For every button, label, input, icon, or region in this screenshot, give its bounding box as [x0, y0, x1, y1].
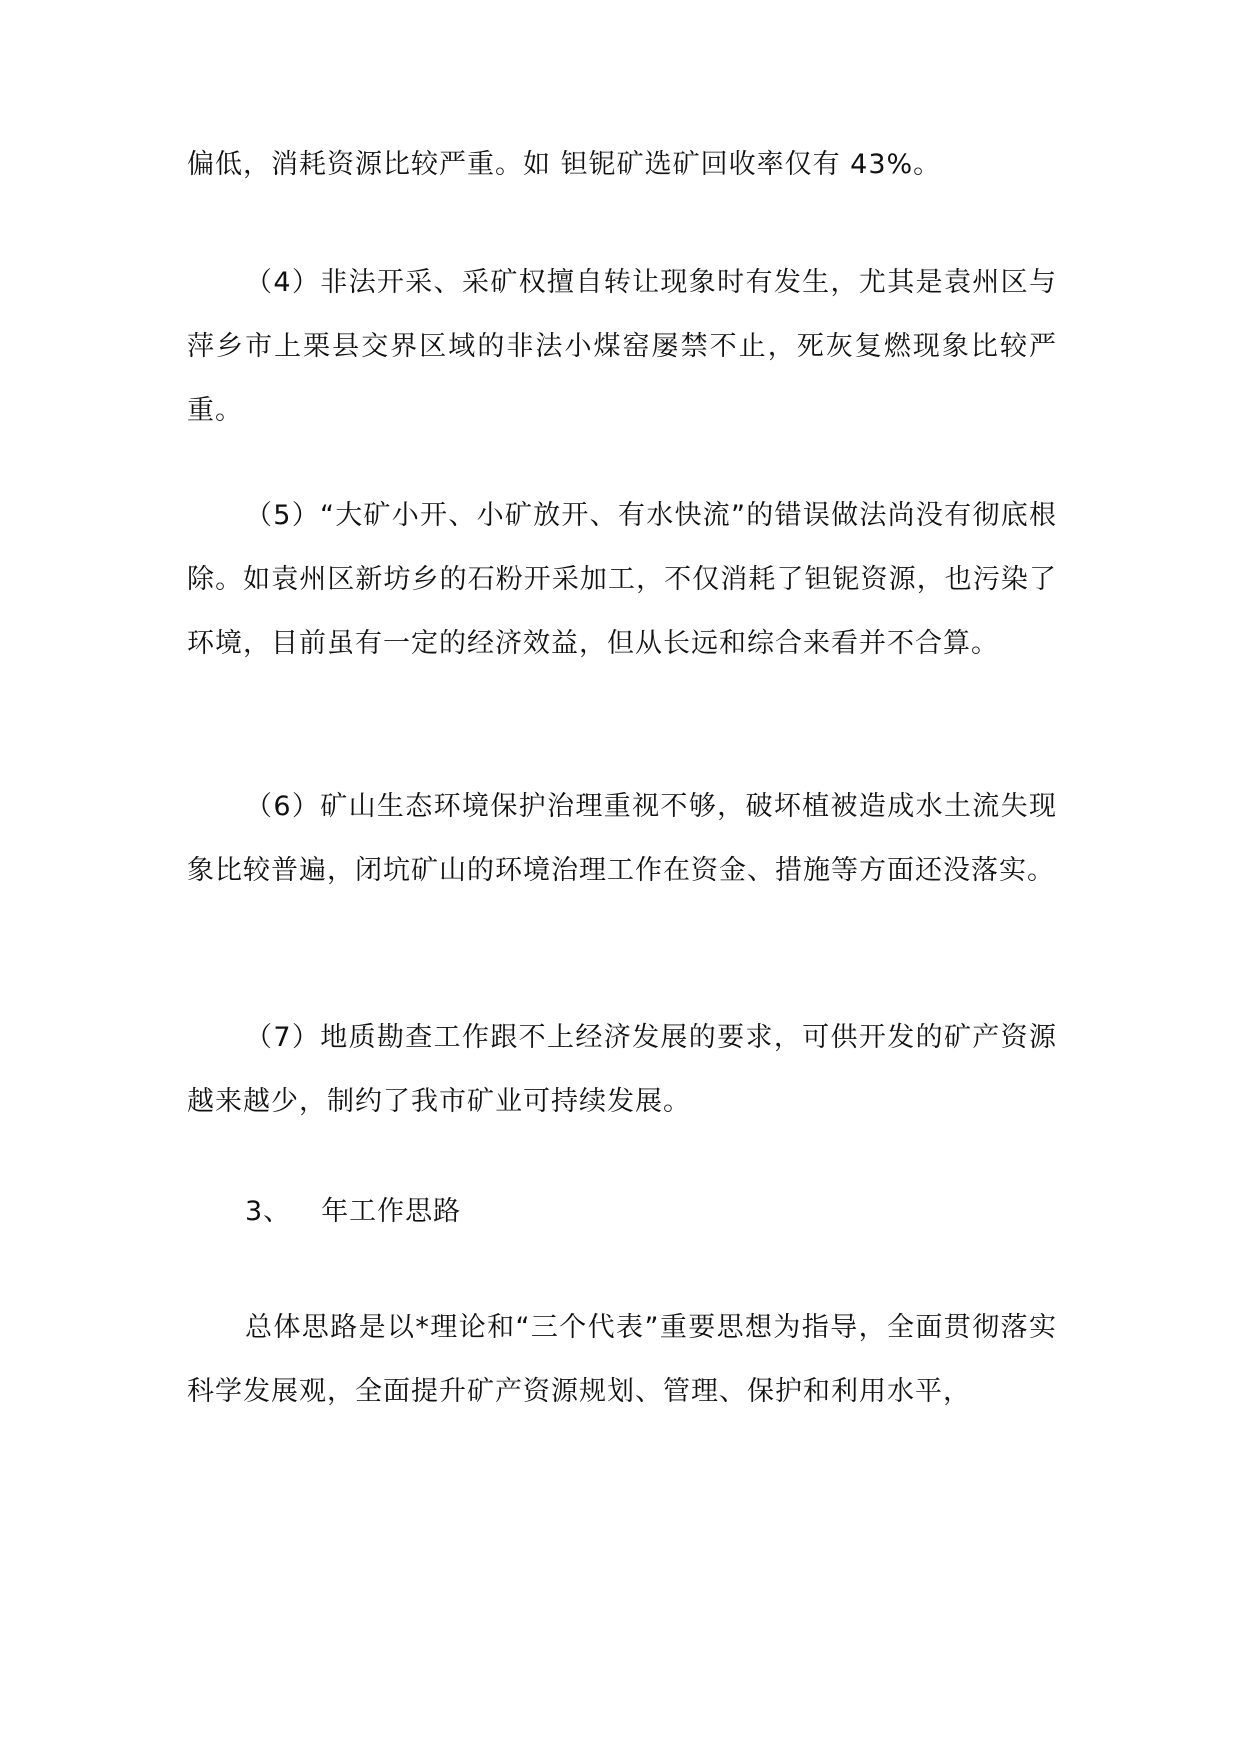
- paragraph-continuation: 偏低，消耗资源比较严重。如 钽铌矿选矿回收率仅有 43%。: [187, 149, 942, 180]
- paragraph-item-7: （7）地质勘查工作跟不上经济发展的要求，可供开发的矿产资源越来越少，制约了我市矿业可持续发展。: [187, 1022, 1057, 1117]
- paragraph-item-6: （6）矿山生态环境保护治理重视不够，破坏植被造成水土流失现象比较普遍，闭坑矿山的环境治理工作在资金、措施等方面还没落实。: [187, 791, 1057, 886]
- section-heading: [245, 1180, 461, 1244]
- paragraph-overall-approach: 总体思路是以*理论和“三个代表”重要思想为指导，全面贯彻落实科学发展观，全面提升矿产资源规划、管理、保护和利用水平，: [187, 1312, 1057, 1407]
- section-number: 3、: [245, 1196, 292, 1227]
- paragraph-item-4: （4）非法开采、采矿权擅自转让现象时有发生，尤其是袁州区与萍乡市上栗县交界区域的非法小煤窑屡禁不止，死灰复燃现象比较严重。: [187, 267, 1057, 426]
- paragraph-item-5: （5）“大矿小开、小矿放开、有水快流”的错误做法尚没有彻底根除。如袁州区新坊乡的石粉开采加工，不仅消耗了钽铌资源，也污染了环境，目前虽有一定的经济效益，但从长远和综合来看并不合算。: [187, 500, 1057, 659]
- section-title: 年工作思路: [321, 1196, 462, 1227]
